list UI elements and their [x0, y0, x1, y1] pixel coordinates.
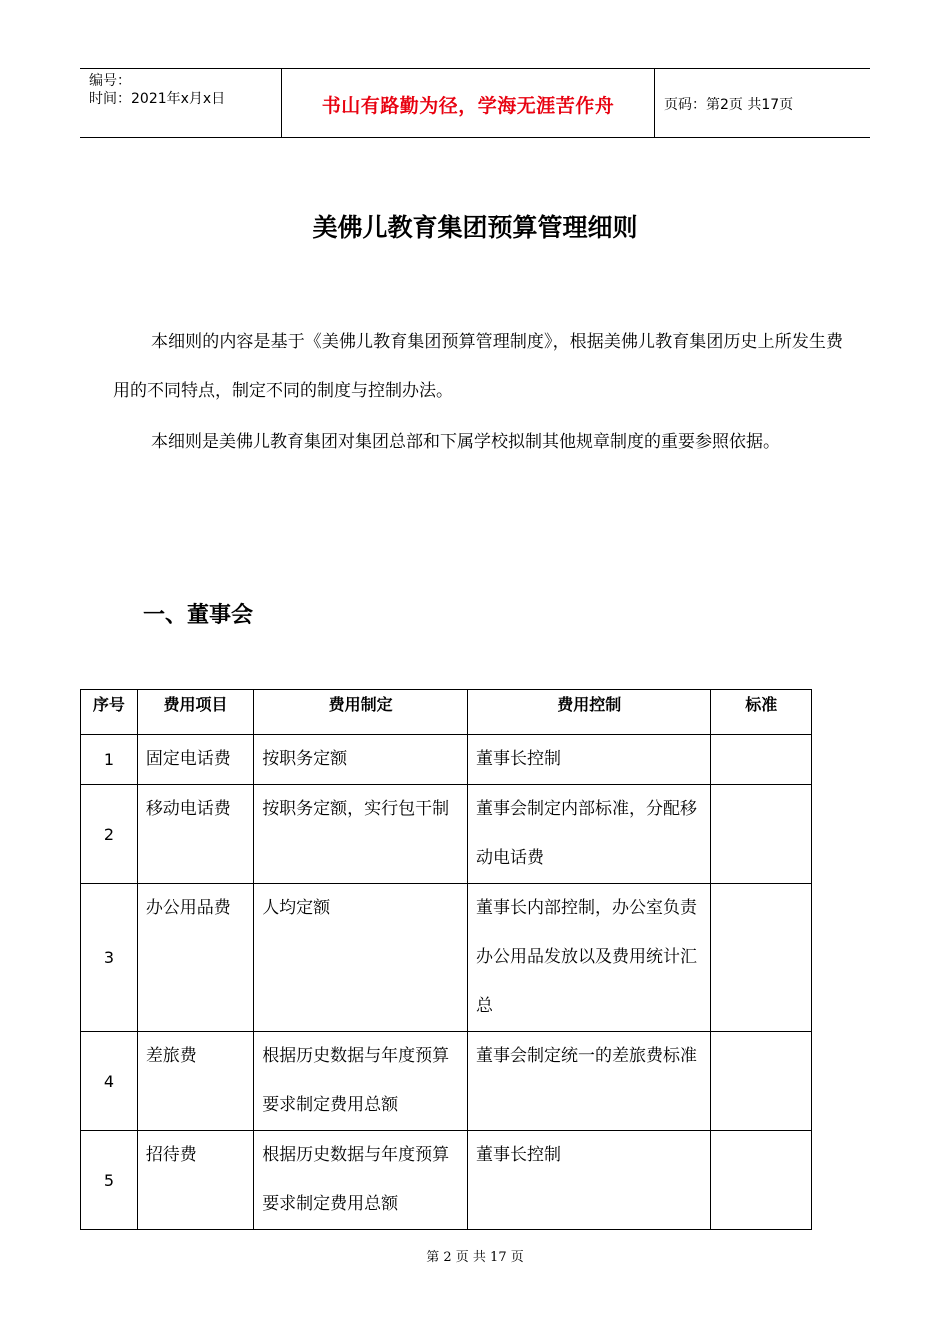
expense-standard	[711, 1032, 812, 1131]
header-cell-setting: 费用制定	[254, 690, 468, 735]
expense-item: 招待费	[137, 1131, 253, 1230]
intro-paragraph-2: 本细则是美佛儿教育集团对集团总部和下属学校拟制其他规章制度的重要参照依据。	[151, 432, 780, 452]
expense-item: 办公用品费	[137, 884, 253, 1032]
page-header	[80, 68, 870, 138]
expense-item: 差旅费	[137, 1032, 253, 1131]
table-row	[81, 884, 812, 1032]
table-row	[81, 785, 812, 884]
expense-control: 董事会制定统一的差旅费标准	[467, 1032, 711, 1131]
expense-setting: 根据历史数据与年度预算要求制定费用总额	[254, 1032, 468, 1131]
row-number: 3	[81, 884, 138, 1032]
row-number: 5	[81, 1131, 138, 1230]
header-cell-standard: 标准	[711, 690, 812, 735]
table-header-row	[81, 690, 812, 735]
document-title: 美佛儿教育集团预算管理细则	[312, 213, 638, 242]
expense-setting: 根据历史数据与年度预算要求制定费用总额	[254, 1131, 468, 1230]
table-row	[81, 735, 812, 785]
header-cell-no: 序号	[81, 690, 138, 735]
table-row	[81, 1131, 812, 1230]
expense-standard	[711, 785, 812, 884]
section-heading: 一、董事会	[143, 603, 254, 628]
intro-paragraph-1: 本细则的内容是基于《美佛儿教育集团预算管理制度》，根据美佛儿教育集团历史上所发生费用的不同特点，制定不同的制度与控制办法。	[113, 332, 843, 401]
expense-control: 董事会制定内部标准，分配移动电话费	[467, 785, 711, 884]
expense-table	[80, 689, 812, 1230]
serial-label: 编号：	[89, 73, 131, 89]
expense-control: 董事长控制	[467, 735, 711, 785]
header-meta	[80, 69, 281, 137]
expense-setting: 按职务定额	[254, 735, 468, 785]
row-number: 4	[81, 1032, 138, 1131]
header-motto-cell	[281, 69, 655, 137]
time-label: 时间：2021年x月x日	[89, 91, 226, 107]
expense-setting: 人均定额	[254, 884, 468, 1032]
row-number: 1	[81, 735, 138, 785]
expense-standard	[711, 884, 812, 1032]
expense-control: 董事长控制	[467, 1131, 711, 1230]
expense-setting: 按职务定额，实行包干制	[254, 785, 468, 884]
expense-control: 董事长内部控制，办公室负责办公用品发放以及费用统计汇总	[467, 884, 711, 1032]
motto-text: 书山有路勤为径，学海无涯苦作舟	[321, 95, 615, 117]
header-cell-control: 费用控制	[467, 690, 711, 735]
row-number: 2	[81, 785, 138, 884]
expense-item: 移动电话费	[137, 785, 253, 884]
header-cell-item: 费用项目	[137, 690, 253, 735]
expense-standard	[711, 1131, 812, 1230]
expense-item: 固定电话费	[137, 735, 253, 785]
page-footer: 第 2 页 共 17 页	[426, 1250, 524, 1265]
page-number-label: 页码：第2页 共17页	[664, 97, 794, 113]
table-row	[81, 1032, 812, 1131]
expense-standard	[711, 735, 812, 785]
